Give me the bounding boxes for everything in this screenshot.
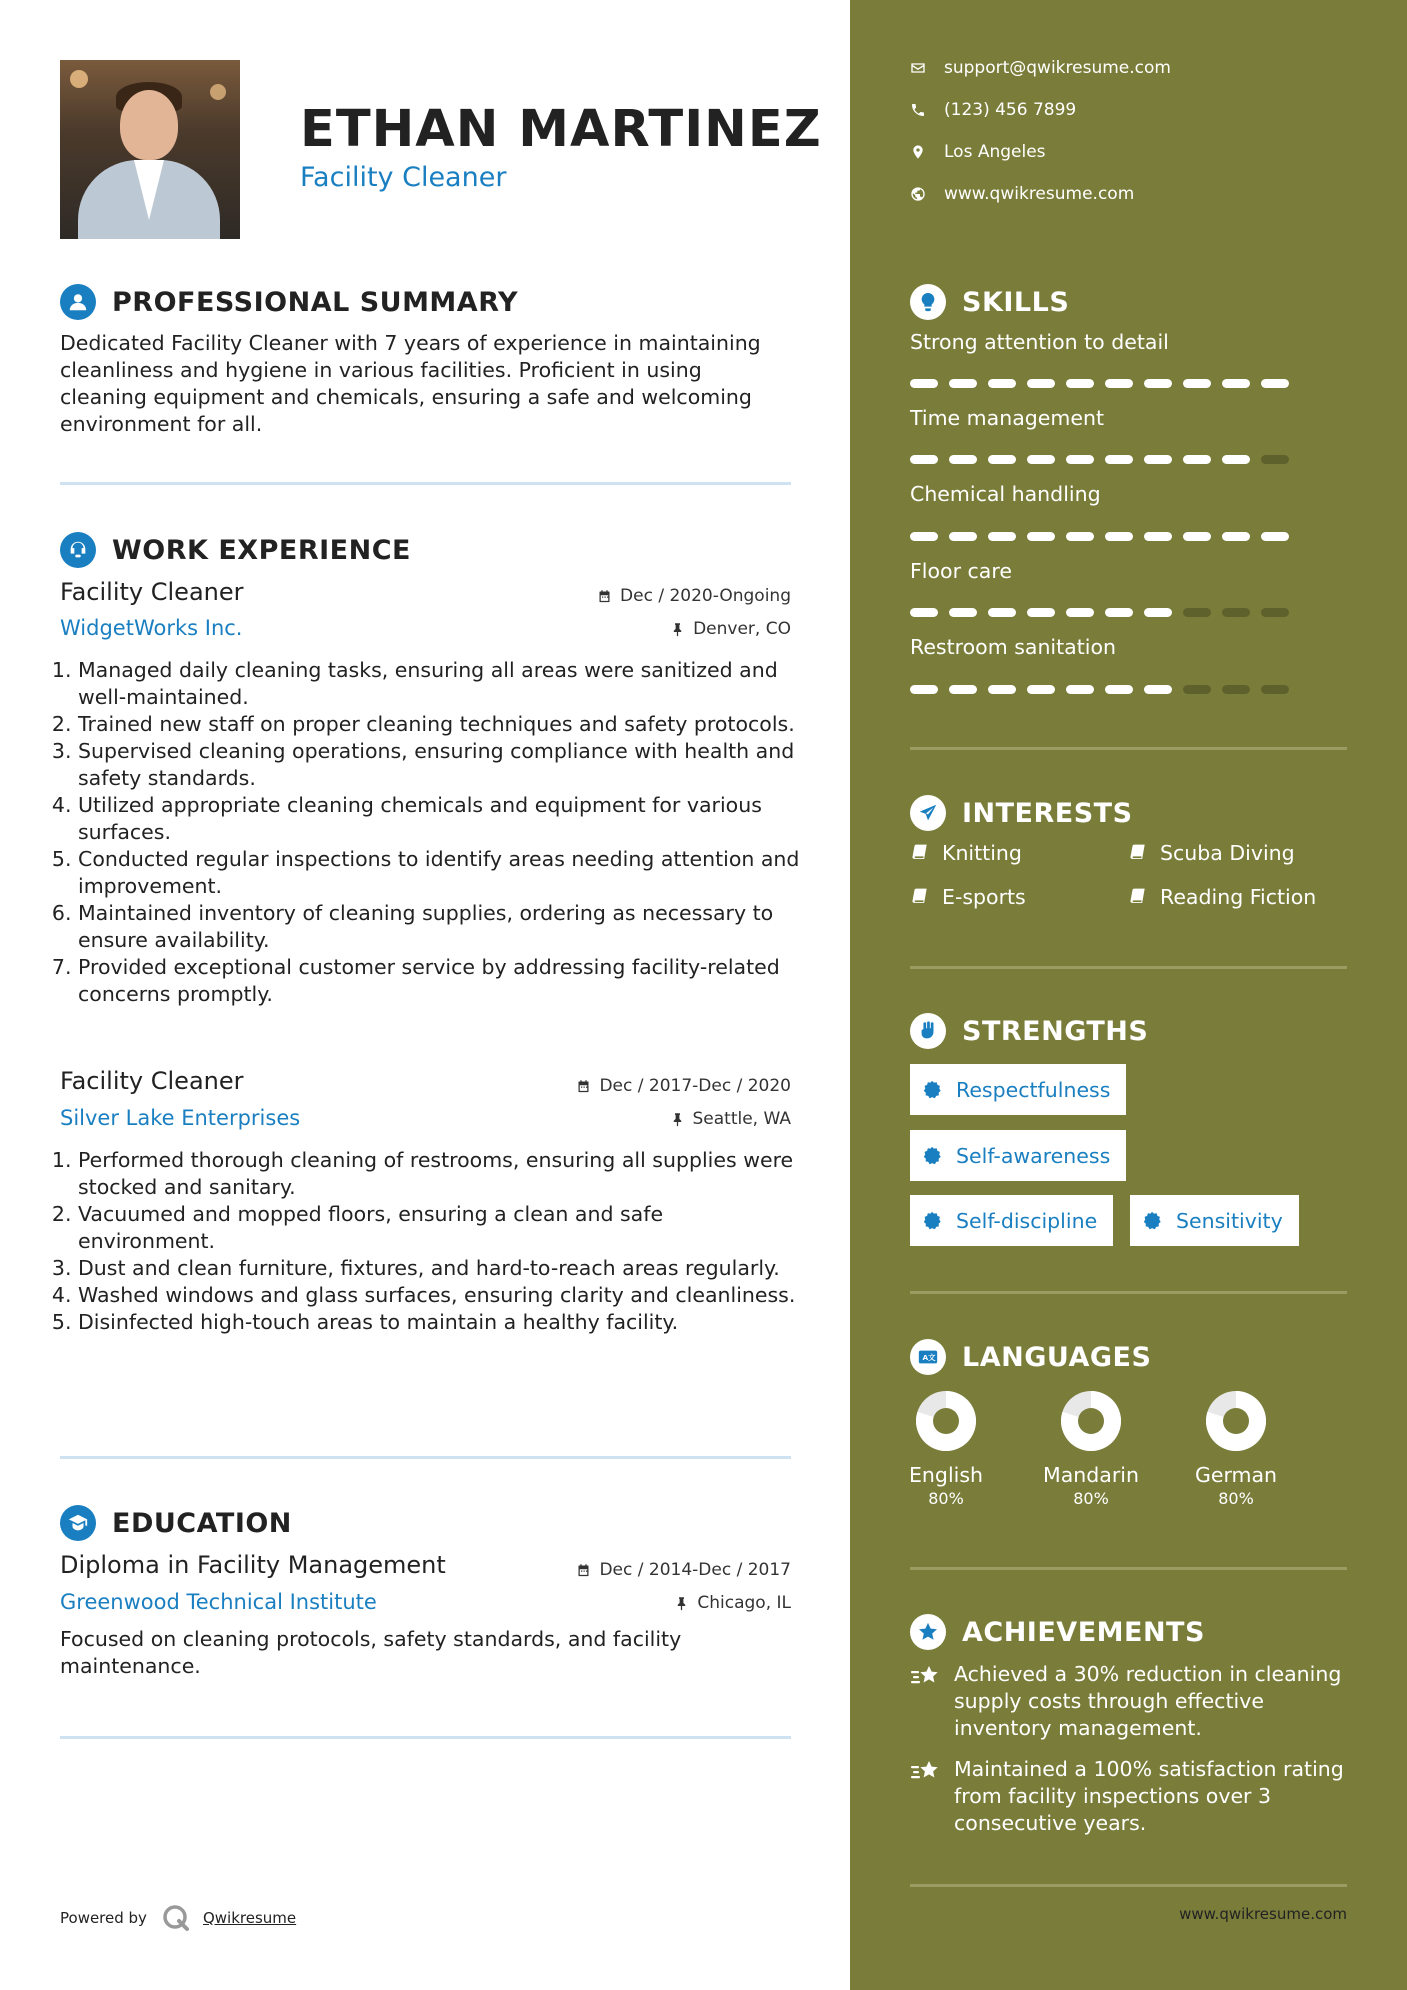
skills-heading: SKILLS [910,284,1069,320]
skill-dash [1066,608,1094,617]
book-icon [1128,843,1148,863]
skill-dash [910,455,938,464]
job-date: Dec / 2017-Dec / 2020 [576,1076,791,1096]
achievements-heading: ACHIEVEMENTS [910,1614,1205,1650]
school-name: Greenwood Technical Institute [60,1590,377,1614]
skill-dash [1144,532,1172,541]
job-title: Facility Cleaner [60,1067,244,1095]
calendar-icon [576,1563,591,1578]
skill-level-bar [910,608,1289,617]
interest-item: Reading Fiction [1128,885,1316,909]
section-divider [910,747,1347,750]
section-divider [60,1456,791,1459]
list-item: 1. Performed thorough cleaning of restrooms, ensuring all supplies were stocked and sanitary. [78,1147,800,1201]
skill-dash [1027,608,1055,617]
education-location: Chicago, IL [674,1593,791,1613]
achievement-item: Maintained a 100% satisfaction rating from facility inspections over 3 consecutive years. [910,1756,1360,1837]
skill-dash [1105,455,1133,464]
job-company: Silver Lake Enterprises [60,1106,301,1130]
fist-icon [910,1013,946,1049]
svg-text:A文: A文 [922,1353,936,1363]
user-icon [60,284,96,320]
section-divider [910,1567,1347,1570]
strength-chip: Respectfulness [910,1064,1126,1115]
skill-dash [988,608,1016,617]
badge-icon [1142,1211,1162,1231]
donut-hole [933,1408,959,1434]
job-date: Dec / 2020-Ongoing [597,586,791,606]
language-donut [914,1389,978,1453]
skill-name: Restroom sanitation [910,635,1117,659]
skill-dash [1261,685,1289,694]
section-divider [910,1291,1347,1294]
donut-hole [1078,1408,1104,1434]
list-item: 1. Managed daily cleaning tasks, ensuring all areas were sanitized and well-maintained. [78,657,800,711]
skill-level-bar [910,685,1289,694]
candidate-title: Facility Cleaner [300,162,507,193]
section-divider [60,482,791,485]
section-divider [910,1884,1347,1887]
education-date: Dec / 2014-Dec / 2017 [576,1560,791,1580]
skill-dash [1027,532,1055,541]
interest-item: Scuba Diving [1128,841,1295,865]
skill-level-bar [910,455,1289,464]
pin-icon [674,1596,689,1611]
skill-dash [1144,608,1172,617]
globe-icon [910,186,926,202]
list-item: 3. Supervised cleaning operations, ensuring compliance with health and safety standards. [78,738,800,792]
headset-icon [60,532,96,568]
list-item: 5. Conducted regular inspections to identify areas needing attention and improvement. [78,846,800,900]
job-company: WidgetWorks Inc. [60,616,243,640]
shooting-star-icon [910,1758,940,1786]
skill-dash [1183,379,1211,388]
skill-dash [1144,685,1172,694]
skill-dash [1066,532,1094,541]
skill-dash [1261,608,1289,617]
skill-level-bar [910,379,1289,388]
book-icon [910,843,930,863]
skill-dash [1066,379,1094,388]
list-item: 6. Maintained inventory of cleaning supplies, ordering as necessary to ensure availability. [78,900,800,954]
skill-dash [1222,532,1250,541]
pin-icon [670,622,685,637]
skill-dash [1144,379,1172,388]
contact-email[interactable]: support@qwikresume.com [910,58,1171,78]
paper-plane-icon [910,795,946,831]
language-item: Mandarin 80% [1031,1389,1151,1508]
skill-level-bar [910,532,1289,541]
skill-name: Strong attention to detail [910,330,1169,354]
skill-dash [1183,532,1211,541]
calendar-icon [597,589,612,604]
donut-hole [1223,1408,1249,1434]
skill-dash [1105,685,1133,694]
list-item: 4. Utilized appropriate cleaning chemicals and equipment for various surfaces. [78,792,800,846]
language-item: English 80% [886,1389,1006,1508]
contact-phone[interactable]: (123) 456 7899 [910,100,1076,120]
strength-chip: Self-awareness [910,1130,1126,1181]
profile-photo [60,60,240,239]
skill-dash [1105,608,1133,617]
languages-heading: A文 LANGUAGES [910,1339,1151,1375]
footer-website-link[interactable]: www.qwikresume.com [1179,1905,1347,1923]
skill-dash [1066,685,1094,694]
education-description: Focused on cleaning protocols, safety standards, and facility maintenance. [60,1627,682,1678]
skill-dash [1027,685,1055,694]
skill-dash [910,379,938,388]
list-item: 2. Vacuumed and mopped floors, ensuring a clean and safe environment. [78,1201,800,1255]
language-donut [1059,1389,1123,1453]
list-item: 7. Provided exceptional customer service by addressing facility-related concerns promptly. [78,954,800,1008]
skill-dash [1183,455,1211,464]
skill-name: Time management [910,406,1105,430]
strength-chip: Self-discipline [910,1195,1113,1246]
badge-icon [922,1080,942,1100]
skill-dash [988,532,1016,541]
graduate-icon [60,1505,96,1541]
skill-dash [1261,455,1289,464]
calendar-icon [576,1079,591,1094]
skill-dash [1144,455,1172,464]
interests-heading: INTERESTS [910,795,1133,831]
contact-location: Los Angeles [910,142,1046,162]
envelope-icon [910,60,926,76]
skill-dash [1222,685,1250,694]
experience-heading: WORK EXPERIENCE [60,532,411,568]
section-divider [60,1736,791,1739]
skill-name: Floor care [910,559,1012,583]
skill-dash [988,685,1016,694]
skill-dash [1105,379,1133,388]
education-heading: EDUCATION [60,1505,292,1541]
qwikresume-link[interactable]: Qwikresume [202,1909,297,1927]
skill-dash [949,455,977,464]
skill-dash [1222,379,1250,388]
interest-item: Knitting [910,841,1022,865]
skill-dash [910,685,938,694]
achievement-item: Achieved a 30% reduction in cleaning supply costs through effective inventory management. [910,1661,1360,1742]
skill-dash [1222,455,1250,464]
list-item: 2. Trained new staff on proper cleaning techniques and safety protocols. [78,711,800,738]
skill-dash [1183,608,1211,617]
list-item: 4. Washed windows and glass surfaces, ensuring clarity and cleanliness. [78,1282,800,1309]
skill-dash [988,379,1016,388]
sidebar [850,0,1407,1990]
section-divider [910,966,1347,969]
skill-dash [949,532,977,541]
skill-dash [1222,608,1250,617]
skill-name: Chemical handling [910,482,1101,506]
list-item: 5. Disinfected high-touch areas to maintain a healthy facility. [78,1309,800,1336]
job-bullets [60,1147,800,1336]
skill-dash [1027,379,1055,388]
shooting-star-icon [910,1663,940,1691]
strengths-heading: STRENGTHS [910,1013,1148,1049]
degree-title: Diploma in Facility Management [60,1551,446,1579]
badge-icon [922,1211,942,1231]
powered-by: Powered by Qwikresume [60,1903,296,1933]
star-badge-icon [910,1614,946,1650]
badge-icon [922,1146,942,1166]
skill-dash [1105,532,1133,541]
job-bullets [60,657,800,1008]
book-icon [1128,887,1148,907]
skill-dash [910,532,938,541]
job-location: Denver, CO [670,619,791,639]
skill-dash [1066,455,1094,464]
skill-dash [988,455,1016,464]
pin-icon [670,1112,685,1127]
job-title: Facility Cleaner [60,578,244,606]
phone-icon [910,102,926,118]
summary-heading: PROFESSIONAL SUMMARY [60,284,518,320]
summary-text: Dedicated Facility Cleaner with 7 years of experience in maintaining cleanliness and hygiene in various facilities. Proficient in using cleaning equipment and chemicals, ensuring a safe and welcoming environment for all. [60,331,761,436]
language-item: German 80% [1176,1389,1296,1508]
contact-website[interactable]: www.qwikresume.com [910,184,1134,204]
book-icon [910,887,930,907]
strength-chip: Sensitivity [1130,1195,1299,1246]
translate-icon [910,1339,946,1375]
candidate-name: ETHAN MARTINEZ [300,100,822,159]
skill-dash [949,379,977,388]
language-donut [1204,1389,1268,1453]
qwikresume-logo-icon [161,1903,191,1933]
skill-dash [1027,455,1055,464]
lightbulb-icon [910,284,946,320]
list-item: 3. Dust and clean furniture, fixtures, and hard-to-reach areas regularly. [78,1255,800,1282]
skill-dash [1261,532,1289,541]
skill-dash [910,608,938,617]
skill-dash [1261,379,1289,388]
job-location: Seattle, WA [670,1109,792,1129]
skill-dash [949,685,977,694]
skill-dash [1183,685,1211,694]
skill-dash [949,608,977,617]
interest-item: E-sports [910,885,1026,909]
map-marker-icon [910,144,926,160]
